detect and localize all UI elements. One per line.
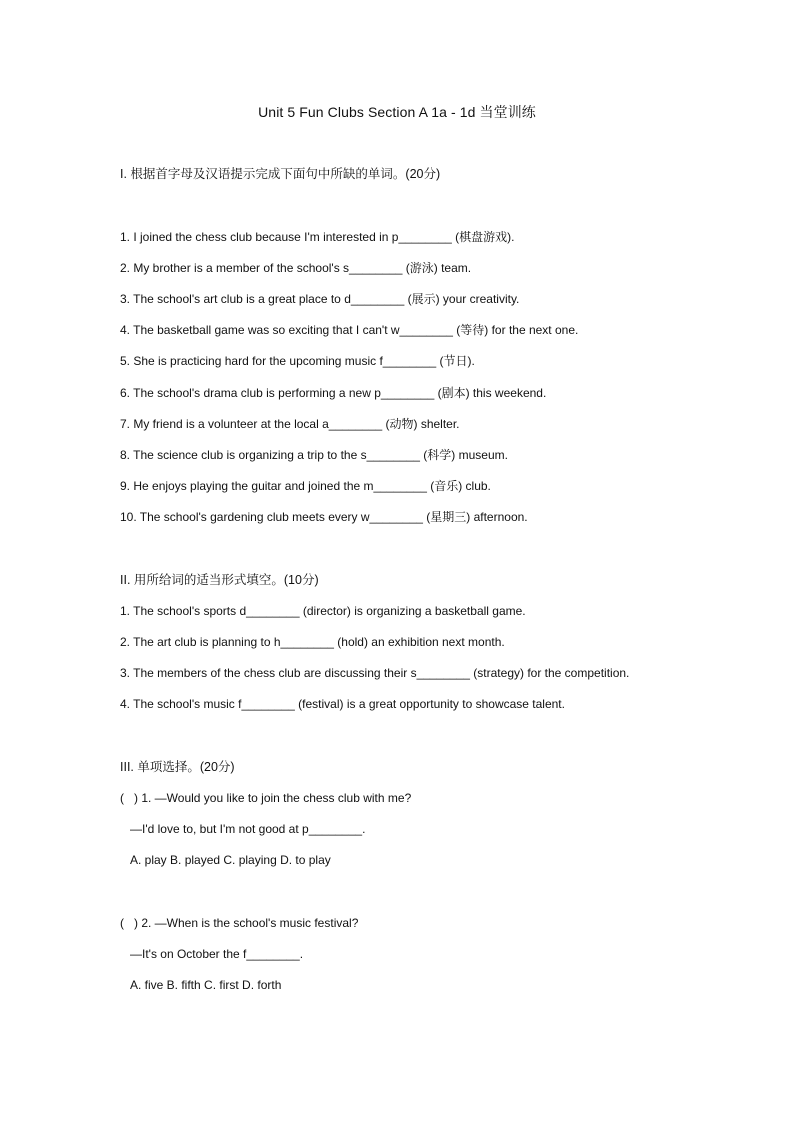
section-3-heading: III. 单项选择。(20分) <box>120 760 235 774</box>
question-options: A. play B. played C. playing D. to play <box>130 853 331 867</box>
section-1-item: 8. The science club is organizing a trip to the s________ (科学) museum. <box>120 448 508 462</box>
section-2-heading: II. 用所给词的适当形式填空。(10分) <box>120 573 319 587</box>
section-1-item: 9. He enjoys playing the guitar and joined the m________ (音乐) club. <box>120 479 491 493</box>
question-reply: —I'd love to, but I'm not good at p________. <box>130 822 366 836</box>
question-reply: —It's on October the f________. <box>130 947 304 961</box>
section-2-item: 4. The school's music f________ (festival) is a great opportunity to showcase talent. <box>120 697 565 711</box>
section-2-item: 1. The school's sports d________ (director) is organizing a basketball game. <box>120 604 526 618</box>
section-1-item: 3. The school's art club is a great place to d________ (展示) your creativity. <box>120 292 520 306</box>
page-title: Unit 5 Fun Clubs Section A 1a - 1d 当堂训练 <box>258 104 536 120</box>
section-1-item: 4. The basketball game was so exciting that I can't w________ (等待) for the next one. <box>120 323 579 337</box>
question-options: A. five B. fifth C. first D. forth <box>130 978 282 992</box>
section-1-item: 7. My friend is a volunteer at the local a________ (动物) shelter. <box>120 417 460 431</box>
section-2-item: 2. The art club is planning to h________ (hold) an exhibition next month. <box>120 635 505 649</box>
section-1-item: 10. The school's gardening club meets every w________ (星期三) afternoon. <box>120 510 528 524</box>
question-stem: ( ) 2. —When is the school's music festival? <box>120 916 359 930</box>
section-1-item: 2. My brother is a member of the school's s________ (游泳) team. <box>120 261 472 275</box>
section-1-item: 1. I joined the chess club because I'm interested in p________ (棋盘游戏). <box>120 230 515 244</box>
section-1-item: 6. The school's drama club is performing a new p________ (剧本) this weekend. <box>120 386 547 400</box>
section-1-heading: I. 根据首字母及汉语提示完成下面句中所缺的单词。(20分) <box>120 167 441 181</box>
section-2-item: 3. The members of the chess club are discussing their s________ (strategy) for the competition. <box>120 666 630 680</box>
section-1-item: 5. She is practicing hard for the upcoming music f________ (节日). <box>120 354 475 368</box>
question-stem: ( ) 1. —Would you like to join the chess club with me? <box>120 791 412 805</box>
